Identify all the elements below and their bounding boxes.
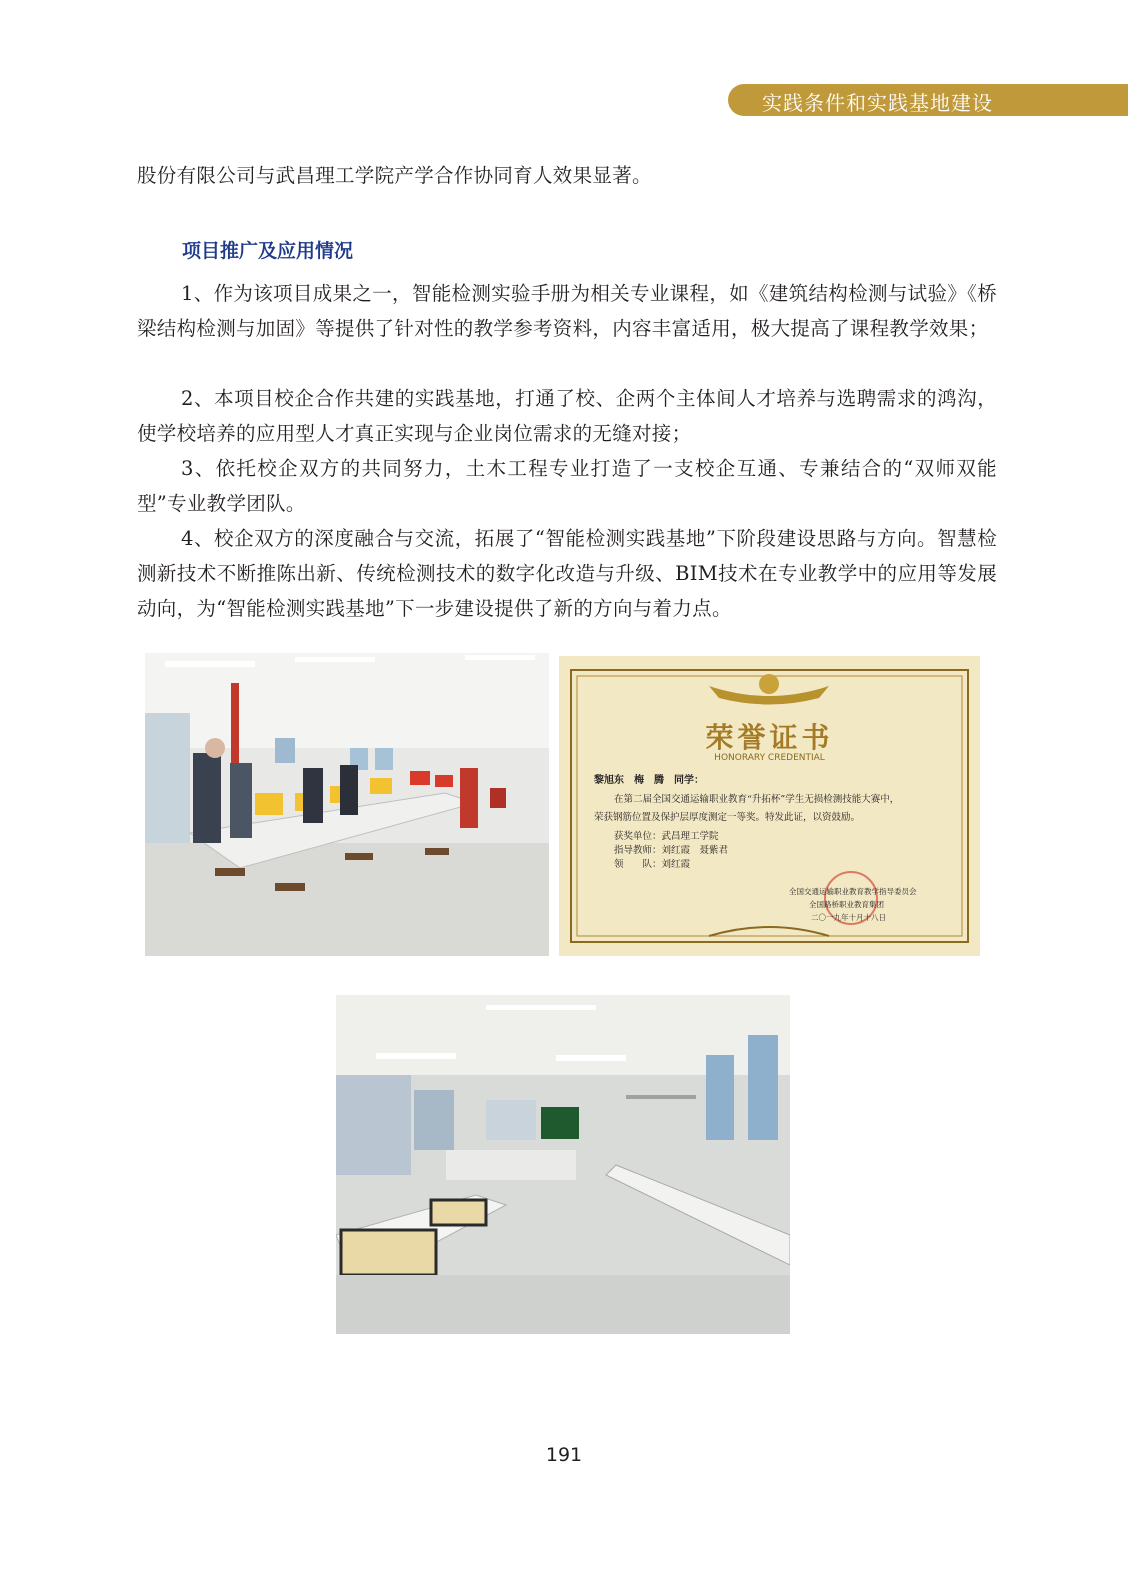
certificate-line-2: 荣获钢筋位置及保护层厚度测定一等奖。特发此证，以资鼓励。: [594, 812, 861, 823]
paragraph-4: 4、校企双方的深度融合与交流，拓展了“智能检测实践基地”下阶段建设思路与方向。智慧检测新技术不断推陈出新、传统检测技术的数字化改造与升级、BIM技术在专业教学中的应用等发展动向，为“智能检测实践基地”下一步建设提供了新的方向与着力点。: [137, 527, 997, 620]
chapter-header-band: [728, 84, 1128, 116]
section-heading: 项目推广及应用情况: [182, 240, 354, 262]
lab-room-photo: [336, 995, 790, 1334]
certificate-leader: 领 队：刘红霞: [614, 859, 691, 870]
page-number: 191: [545, 1444, 583, 1466]
certificate-line-1: 在第二届全国交通运输职业教育“升拓杯”学生无损检测技能大赛中，: [614, 794, 900, 805]
paragraph-2: 2、本项目校企合作共建的实践基地，打通了校、企两个主体间人才培养与选聘需求的鸿沟，使学校培养的应用型人才真正实现与企业岗位需求的无缝对接；: [137, 387, 997, 445]
certificate-issuer-2: 全国路桥职业教育集团: [809, 900, 884, 909]
certificate-title: 荣誉证书: [705, 721, 834, 754]
certificate-date: 二〇一九年十月十八日: [811, 913, 886, 922]
honorary-certificate-photo: [559, 656, 980, 956]
lab-students-photo: [145, 653, 549, 956]
certificate-issuer-1: 全国交通运输职业教育教学指导委员会: [789, 887, 917, 896]
certificate-advisors: 指导教师：刘红霞 聂紫君: [614, 845, 729, 856]
chapter-title: 实践条件和实践基地建设: [762, 91, 993, 115]
continuation-paragraph: 股份有限公司与武昌理工学院产学合作协同育人效果显著。: [137, 164, 652, 187]
certificate-recipient: 黎旭东 梅 腾 同学：: [594, 775, 704, 786]
paragraph-1: 1、作为该项目成果之一，智能检测实验手册为相关专业课程，如《建筑结构检测与试验》《桥梁结构检测与加固》等提供了针对性的教学参考资料，内容丰富适用，极大提高了课程教学效果；: [137, 282, 997, 340]
certificate-unit: 获奖单位：武昌理工学院: [614, 831, 719, 842]
paragraph-3: 3、依托校企双方的共同努力，土木工程专业打造了一支校企互通、专兼结合的“双师双能型”专业教学团队。: [137, 457, 997, 515]
certificate-subtitle: HONORARY CREDENTIAL: [714, 753, 825, 763]
